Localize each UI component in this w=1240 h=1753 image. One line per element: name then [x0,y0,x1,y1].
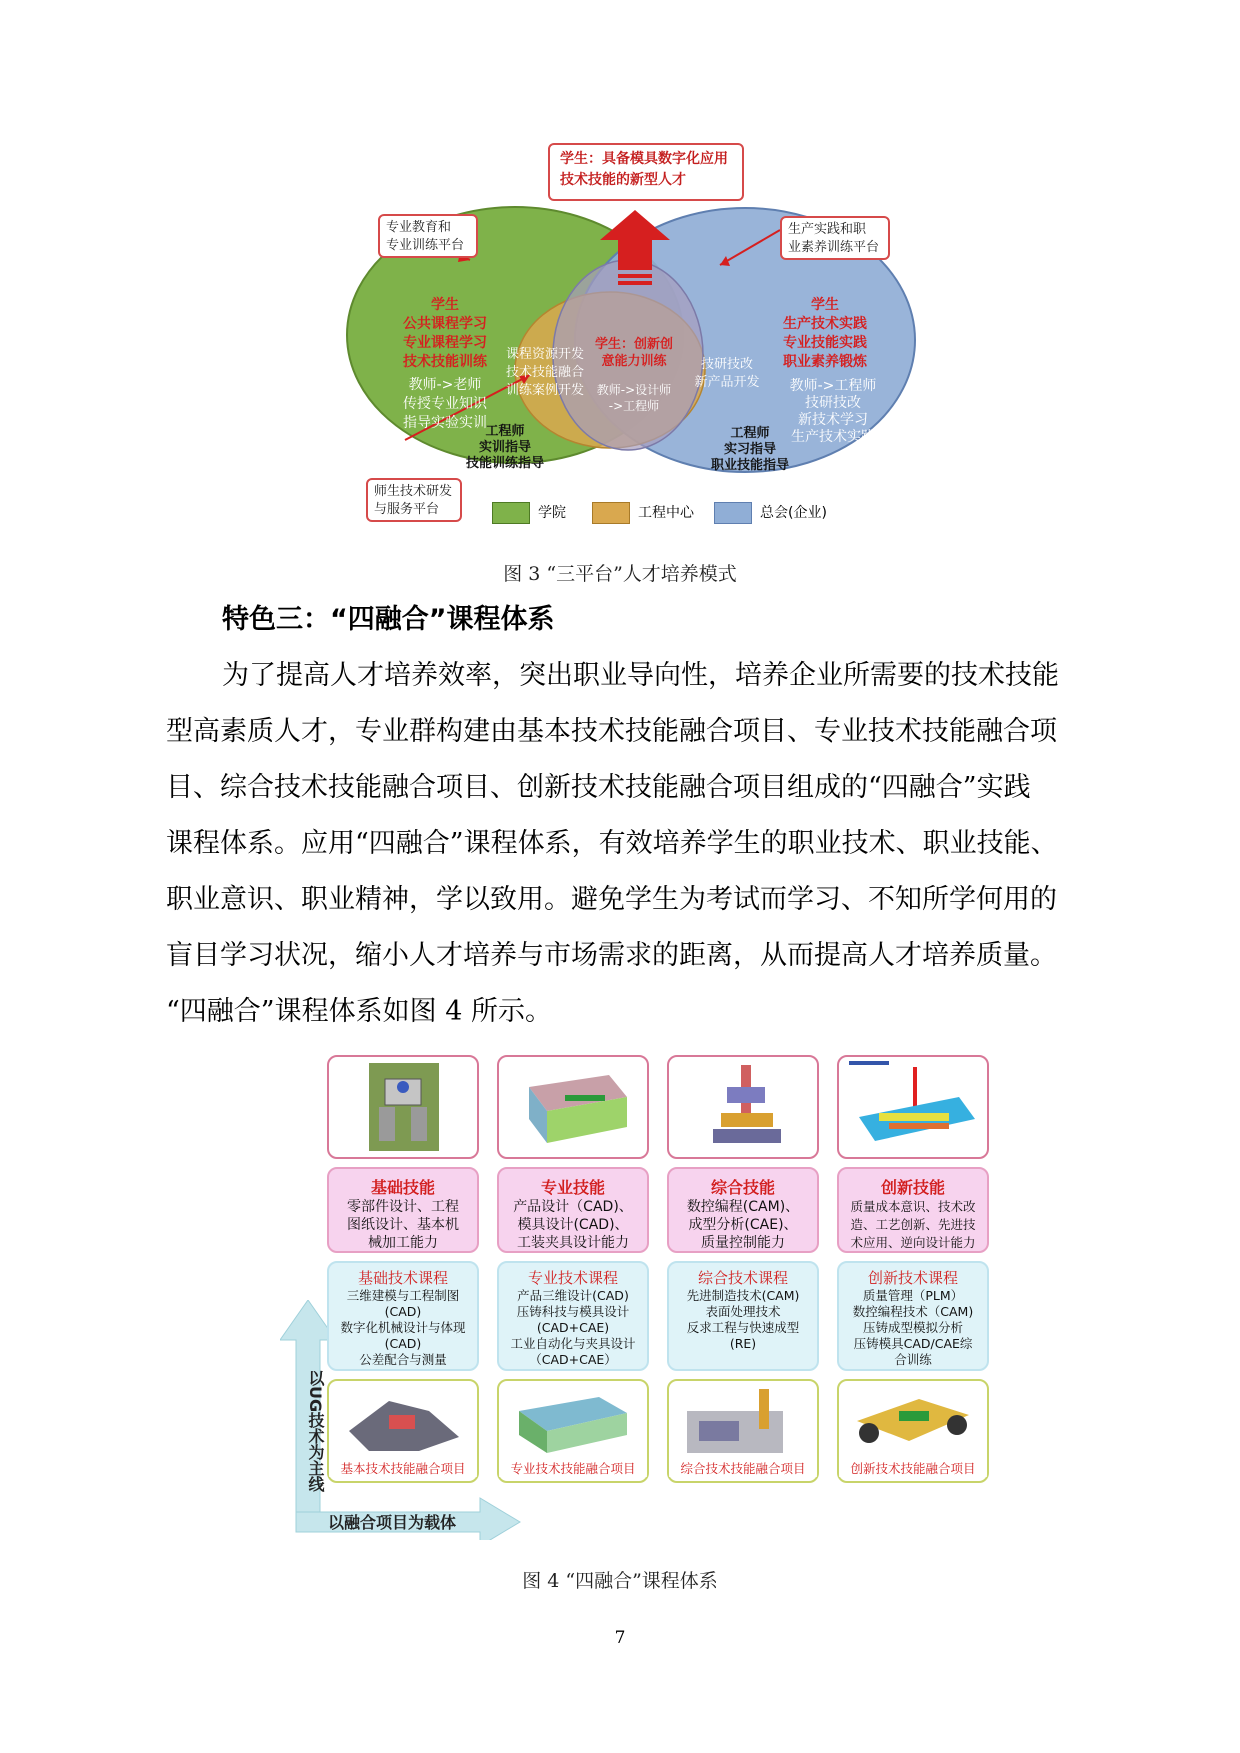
skill-line: 质量控制能力 [701,1235,785,1251]
skill-line: 质量成本意识、技术改 [850,1199,976,1214]
text-line: 传授专业知识 [403,396,487,412]
text-line: 实训指导 [478,440,531,455]
skill-line: 数控编程(CAM)、 [686,1199,800,1215]
vertical-axis-label: 以UG技术为主线 [306,1370,325,1493]
skill-card-innovation [837,1167,989,1253]
callout-line: 业素养训练平台 [788,240,880,255]
skill-line: 械加工能力 [368,1235,438,1251]
right-red-text [770,296,880,372]
course-line: 反求工程与快速成型 [686,1320,800,1335]
legend-label: 总会(企业) [760,505,827,521]
paragraph-line: 盲目学习状况，缩小人才培养与市场需求的距离，从而提高人才培养质量。 [166,940,1057,971]
skill-line: 模具设计(CAD)、 [517,1217,629,1233]
course-line: 表面处理技术 [705,1304,781,1319]
left-callout-box [378,214,478,258]
callout-line: 与服务平台 [374,502,440,517]
course-line: 产品三维设计(CAD) [517,1288,629,1303]
skill-line: 成型分析(CAE)、 [688,1217,798,1233]
page-number: 7 [614,1628,626,1648]
course-card-basic [327,1261,479,1371]
skill-card-basic [327,1167,479,1253]
project-label: 基本技术技能融合项目 [329,1459,477,1477]
photo-cae-analysis [837,1055,989,1159]
legend-swatch-engineering [592,502,630,524]
skill-line: 术应用、逆向设计能力 [850,1235,976,1250]
photo-mold-design [497,1055,649,1159]
course-line: (CAD) [384,1336,422,1351]
right-callout-box [780,216,890,260]
legend [492,500,852,524]
course-title: 创新技术课程 [867,1269,958,1287]
figure4-caption: 图 4 “四融合”课程体系 [522,1570,718,1592]
text-line: 实习指导 [723,442,776,457]
text-line: 学生 [811,297,839,313]
right-dark-text [700,426,800,474]
skill-title: 基础技能 [370,1178,435,1197]
top-callout-box [548,143,744,201]
course-card-professional [497,1261,649,1371]
legend-label: 工程中心 [638,505,694,521]
legend-swatch-college [492,502,530,524]
horizontal-axis-label: 以融合项目为载体 [328,1513,457,1532]
text-line: 技能训练指导 [465,456,544,471]
right-mid-white-text [682,356,772,392]
bottom-callout-box [366,478,462,522]
callout-line: 专业教育和 [386,220,452,235]
text-line: 教师->工程师 [789,378,877,394]
left-dark-text [445,424,565,472]
photo-cnc-machine [667,1055,819,1159]
course-line: 数字化机械设计与体现 [340,1320,466,1335]
text-line: 公共课程学习 [403,316,487,332]
paragraph-line: 职业意识、职业精神，学以致用。避免学生为考试而学习、不知所学何用的 [166,884,1057,915]
text-line: 新产品开发 [694,375,760,390]
course-line: 压铸科技与模具设计 [516,1304,630,1319]
text-line: 教师->设计师 [596,383,672,397]
paragraph-line: 型高素质人才，专业群构建由基本技术技能融合项目、专业技术技能融合项 [166,716,1057,747]
text-line: 学生 [431,297,459,313]
left-red-text [385,296,505,372]
skill-card-professional [497,1167,649,1253]
course-title: 基础技术课程 [357,1269,448,1287]
mid-white-text [495,346,595,400]
course-line: 合训练 [894,1352,932,1367]
text-line: 生产技术实践 [791,429,875,445]
text-line: 训练案例开发 [505,383,584,398]
text-line: 技术技能融合 [505,365,584,380]
callout-line: 生产实践和职 [788,222,867,237]
text-line: 生产技术实践 [783,316,867,332]
text-line: 学生：创新创 [594,337,673,352]
course-card-innovation [837,1261,989,1371]
text-line: 意能力训练 [601,354,667,369]
photo-basic-robot [327,1055,479,1159]
paragraph-line: 为了提高人才培养效率，突出职业导向性，培养企业所需要的技术技能 [222,660,1059,691]
course-card-comprehensive [667,1261,819,1371]
project-label: 综合技术技能融合项目 [669,1459,817,1477]
course-line: (CAD+CAE) [536,1320,610,1335]
legend-swatch-enterprise [714,502,752,524]
top-box-line: 学生：具备模具数字化应用 [560,151,728,167]
center-red-text [588,336,680,370]
paragraph-line: 目、综合技术技能融合项目、创新技术技能融合项目组成的“四融合”实践 [166,772,1031,803]
callout-line: 专业训练平台 [386,238,465,253]
text-line: 职业技能指导 [710,458,789,473]
legend-label: 学院 [538,505,566,521]
figure3-caption: 图 3 “三平台”人才培养模式 [503,563,737,585]
skill-title: 专业技能 [540,1178,605,1197]
course-line: （CAD+CAE） [529,1352,617,1367]
paragraph-line: 课程体系。应用“四融合”课程体系，有效培养学生的职业技术、职业技能、 [166,828,1058,859]
skill-line: 图纸设计、基本机 [347,1217,459,1233]
course-line: 数控编程技术（CAM) [852,1304,974,1319]
top-box-line: 技术技能的新型人才 [560,172,686,188]
project-card-innovation [837,1379,989,1483]
text-line: 技研技改 [700,357,753,372]
course-line: 三维建模与工程制图 [346,1288,460,1303]
course-line: 工业自动化与夹具设计 [510,1336,636,1351]
text-line: 教师->老师 [408,377,482,393]
text-line: 工程师 [485,424,525,439]
text-line: 指导实验实训 [403,415,487,431]
course-line: (RE) [729,1336,757,1351]
skill-line: 造、工艺创新、先进技 [850,1217,976,1232]
text-line: 专业技能实践 [783,335,867,351]
text-line: 技术技能训练 [403,354,487,370]
course-line: 先进制造技术(CAM) [686,1288,800,1303]
course-line: 压铸成型模拟分析 [862,1320,963,1335]
text-line: 新技术学习 [798,412,868,428]
project-label: 专业技术技能融合项目 [499,1459,647,1477]
callout-line: 师生技术研发 [374,484,453,499]
project-label: 创新技术技能融合项目 [839,1459,987,1477]
skill-title: 创新技能 [880,1178,945,1197]
course-line: 公差配合与测量 [359,1352,447,1367]
project-card-comprehensive [667,1379,819,1483]
course-title: 专业技术课程 [527,1269,618,1287]
course-title: 综合技术课程 [697,1269,788,1287]
text-line: 职业素养锻炼 [783,354,867,370]
skill-line: 工装夹具设计能力 [517,1235,629,1251]
text-line: 工程师 [730,426,770,441]
text-line: ->工程师 [608,399,660,413]
center-white-text [588,382,680,414]
skill-line: 产品设计（CAD)、 [513,1199,633,1215]
skill-line: 零部件设计、工程 [347,1199,459,1215]
text-line: 课程资源开发 [505,347,584,362]
course-line: 质量管理（PLM） [862,1288,964,1303]
text-line: 技研技改 [805,395,861,411]
text-line: 专业课程学习 [403,335,487,351]
paragraph-line: “四融合”课程体系如图 4 所示。 [166,996,552,1027]
course-line: 压铸模具CAD/CAE综 [853,1336,973,1351]
project-card-basic [327,1379,479,1483]
skill-title: 综合技能 [710,1178,775,1197]
course-line: (CAD) [384,1304,422,1319]
skill-card-comprehensive [667,1167,819,1253]
section-heading: 特色三：“四融合”课程体系 [222,604,555,635]
project-card-professional [497,1379,649,1483]
